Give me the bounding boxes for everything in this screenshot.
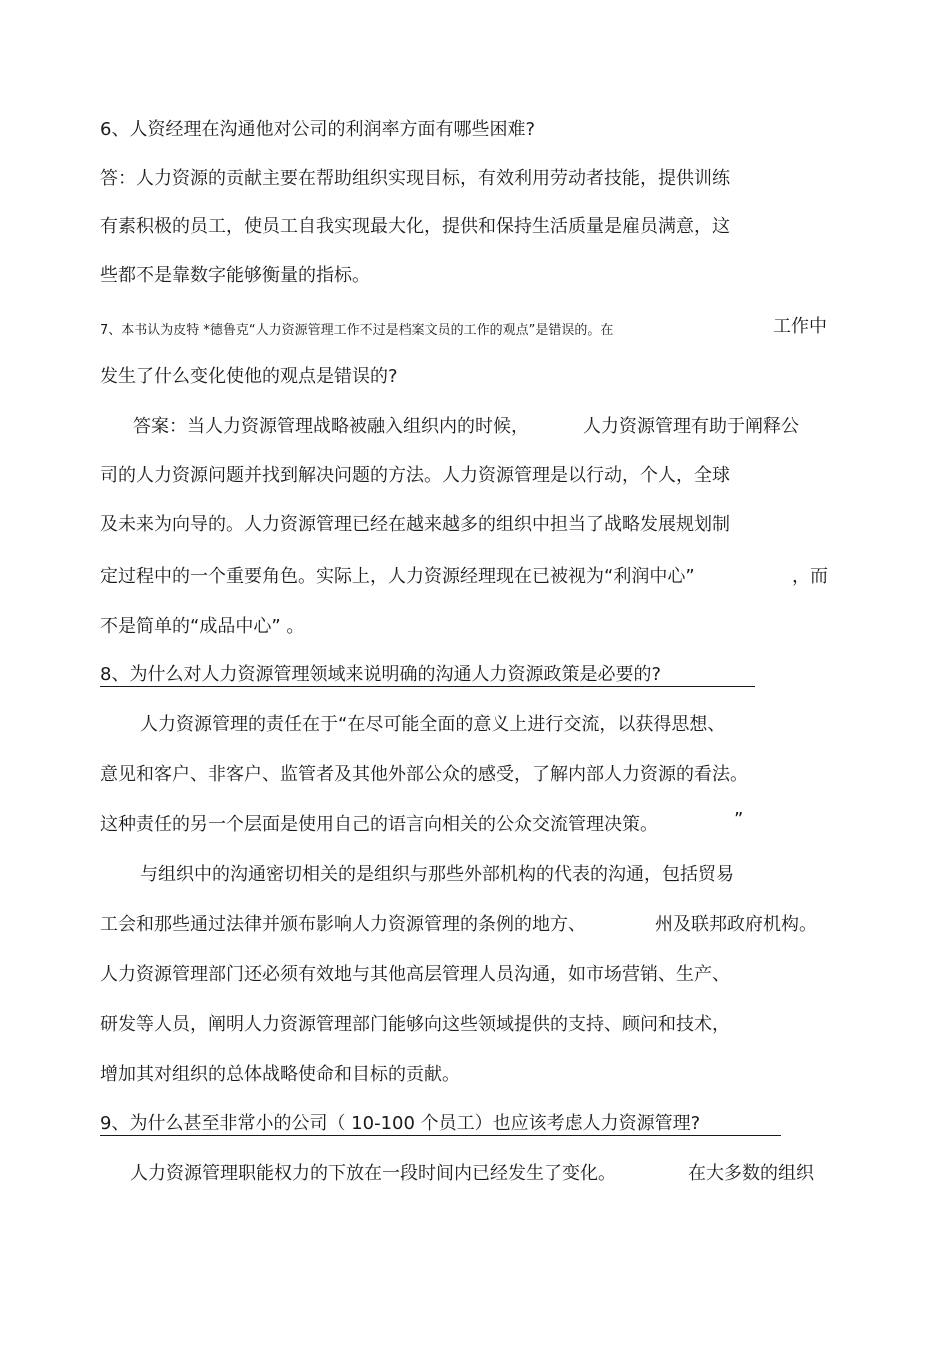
question-7-part-2: 工作中 — [773, 316, 827, 337]
answer-9-line-1a: 人力资源管理职能权力的下放在一段时间内已经发生了变化。 — [130, 1163, 616, 1184]
answer-8-p2-line-2b: 州及联邦政府机构。 — [655, 914, 817, 935]
answer-7-line-5: 不是简单的“成品中心” 。 — [100, 616, 305, 637]
answer-7-line-1a: 答案：当人力资源管理战略被融入组织内的时候， — [133, 416, 529, 437]
answer-8-p2-line-1: 与组织中的沟通密切相关的是组织与那些外部机构的代表的沟通，包括贸易 — [140, 864, 734, 885]
answer-8-p2-line-4: 研发等人员，阐明人力资源管理部门能够向这些领域提供的支持、顾问和技术， — [100, 1014, 730, 1035]
answer-6-line-3: 些都不是靠数字能够衡量的指标。 — [100, 265, 370, 286]
answer-8-p1-line-3: 这种责任的另一个层面是使用自己的语言向相关的公众交流管理决策。 — [100, 814, 658, 835]
answer-7-line-1b: 人力资源管理有助于阐释公 — [583, 416, 799, 437]
answer-9-line-1b: 在大多数的组织 — [688, 1163, 814, 1184]
answer-8-p1-line-1: 人力资源管理的责任在于“在尽可能全面的意义上进行交流，以获得思想、 — [140, 714, 726, 735]
question-7-line-2: 发生了什么变化使他的观点是错误的? — [100, 366, 398, 387]
answer-7-line-3: 及未来为向导的。人力资源管理已经在越来越多的组织中担当了战略发展规划制 — [100, 514, 730, 535]
answer-6-line-1: 答：人力资源的贡献主要在帮助组织实现目标，有效利用劳动者技能，提供训练 — [100, 168, 730, 189]
answer-8-p1-closing-quote: ” — [734, 809, 744, 830]
question-9-underline — [100, 1135, 781, 1136]
answer-7-line-4b: ，而 — [792, 566, 828, 587]
answer-8-p2-line-5: 增加其对组织的总体战略使命和目标的贡献。 — [100, 1064, 460, 1085]
question-8: 8、为什么对人力资源管理领域来说明确的沟通人力资源政策是必要的? — [100, 664, 662, 685]
answer-7-line-4a: 定过程中的一个重要角色。实际上，人力资源经理现在已被视为“利润中心” — [100, 566, 695, 587]
question-6: 6、人资经理在沟通他对公司的利润率方面有哪些困难? — [100, 119, 536, 140]
answer-8-p2-line-3: 人力资源管理部门还必须有效地与其他高层管理人员沟通，如市场营销、生产、 — [100, 964, 730, 985]
answer-6-line-2: 有素积极的员工，使员工自我实现最大化，提供和保持生活质量是雇员满意，这 — [100, 216, 730, 237]
answer-7-line-2: 司的人力资源问题并找到解决问题的方法。人力资源管理是以行动，个人，全球 — [100, 465, 730, 486]
answer-8-p2-line-2a: 工会和那些通过法律并颁布影响人力资源管理的条例的地方、 — [100, 914, 586, 935]
question-7-part-1: 7、本书认为皮特 *德鲁克“人力资源管理工作不过是档案文员的工作的观点”是错误的。在 — [100, 323, 614, 338]
question-8-underline — [100, 686, 755, 687]
question-9: 9、为什么甚至非常小的公司（ 10-100 个员工）也应该考虑人力资源管理? — [100, 1113, 701, 1134]
answer-8-p1-line-2: 意见和客户、非客户、监管者及其他外部公众的感受，了解内部人力资源的看法。 — [100, 764, 748, 785]
